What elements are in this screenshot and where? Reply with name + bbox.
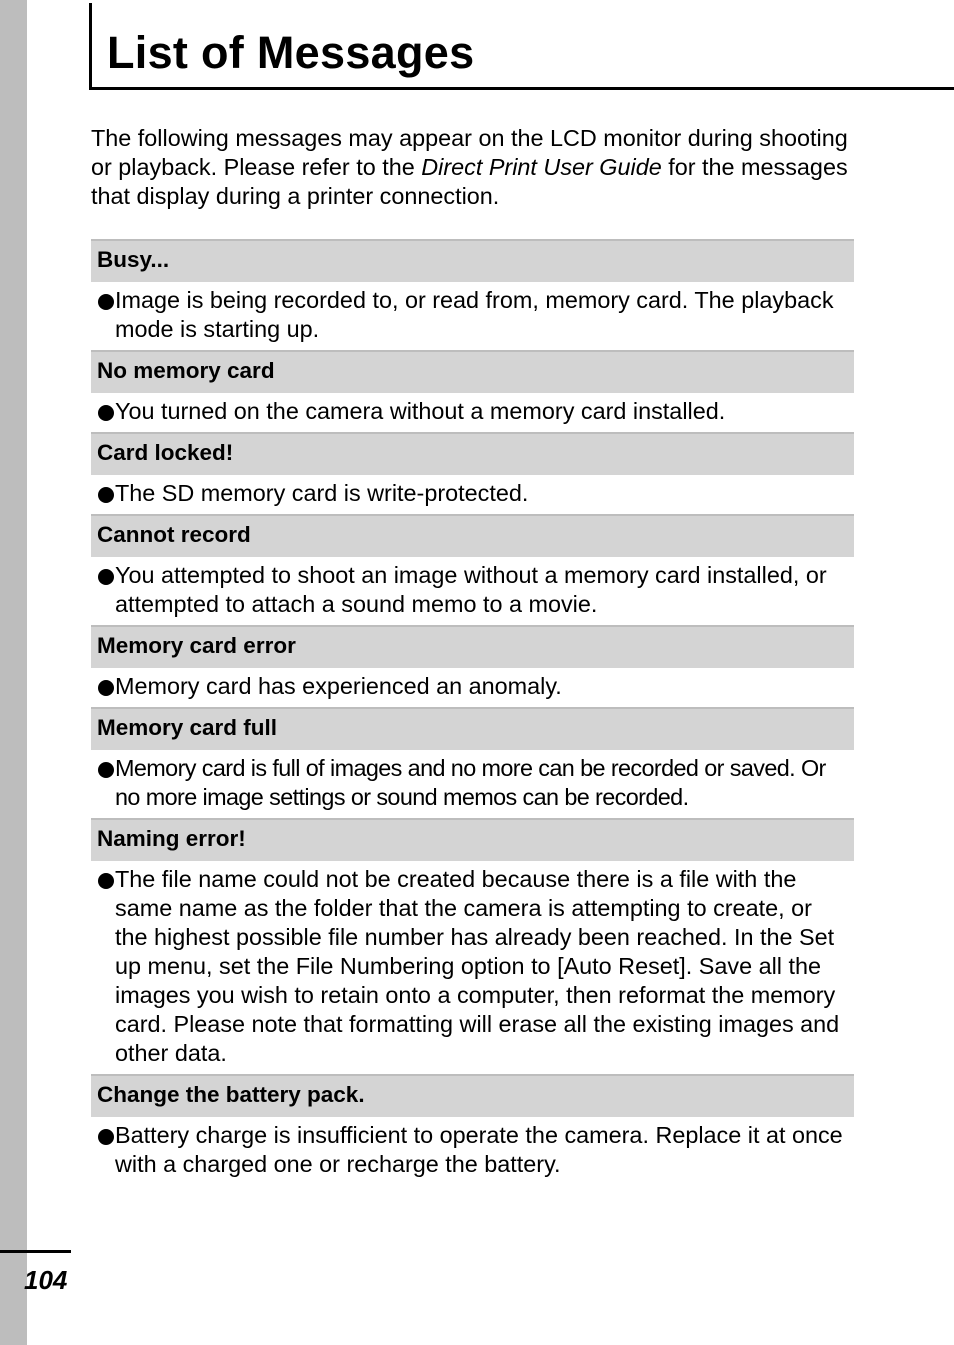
bullet-icon [98,762,114,778]
bullet-icon [98,873,114,889]
message-description-text: Battery charge is insufficient to operate the camera. Replace it at once with a charged one or recharge the battery. [115,1122,843,1177]
message-description-text: The file name could not be created because there is a file with the same name as the folder that the camera is attempting to create, or the highest possible file number has already been reached. In the Set up menu, set the File Numbering option to [Auto Reset]. Save all the images you wish to retain onto a computer, then reformat the memory card. Please note that formatting will erase all the existing images and other data. [115,866,840,1066]
bullet-icon [98,1129,114,1145]
message-title-no-memory-card: No memory card [91,350,854,393]
message-title-card-locked: Card locked! [91,432,854,475]
intro-guide-title: Direct Print User Guide [421,154,662,180]
message-description-text: The SD memory card is write-protected. [115,480,529,506]
bullet-icon [98,405,114,421]
message-description-text: You turned on the camera without a memory card installed. [115,398,726,424]
message-description-text: Memory card is full of images and no more can be recorded or saved. Or no more image settings or sound memos can be recorded. [115,755,826,810]
message-title-change-battery-pack: Change the battery pack. [91,1074,854,1117]
bullet-icon [98,487,114,503]
message-title-naming-error: Naming error! [91,818,854,861]
side-margin-bar [0,0,27,1345]
bullet-icon [98,680,114,696]
message-description-change-battery-pack [91,1117,854,1185]
message-description-busy [91,282,854,350]
footer-rule [0,1250,71,1253]
message-list [91,239,854,1185]
message-description-no-memory-card [91,393,854,432]
message-title-busy: Busy... [91,239,854,282]
intro-text-end: for the messages that display during a printer connection. [91,154,848,209]
page-number: 104 [24,1265,68,1295]
message-title-memory-card-full: Memory card full [91,707,854,750]
bullet-icon [98,569,114,585]
title-rule-horizontal [89,87,954,90]
message-description-text: Memory card has experienced an anomaly. [115,673,562,699]
message-description-text: You attempted to shoot an image without a memory card installed, or attempted to attach a sound memo to a movie. [115,562,827,617]
title-rule-vertical [89,3,92,90]
bullet-icon [98,294,114,310]
intro-paragraph [91,124,861,211]
message-description-cannot-record [91,557,854,625]
message-description-text: Image is being recorded to, or read from, memory card. The playback mode is starting up. [115,287,834,342]
message-description-naming-error [91,861,854,1074]
page-title: List of Messages [107,27,475,78]
message-title-cannot-record: Cannot record [91,514,854,557]
message-description-memory-card-full [91,750,854,818]
message-description-memory-card-error [91,668,854,707]
intro-text-start: The following messages may appear on the LCD monitor during shooting or playback. Please refer to the [91,125,848,180]
message-description-card-locked [91,475,854,514]
message-title-memory-card-error: Memory card error [91,625,854,668]
